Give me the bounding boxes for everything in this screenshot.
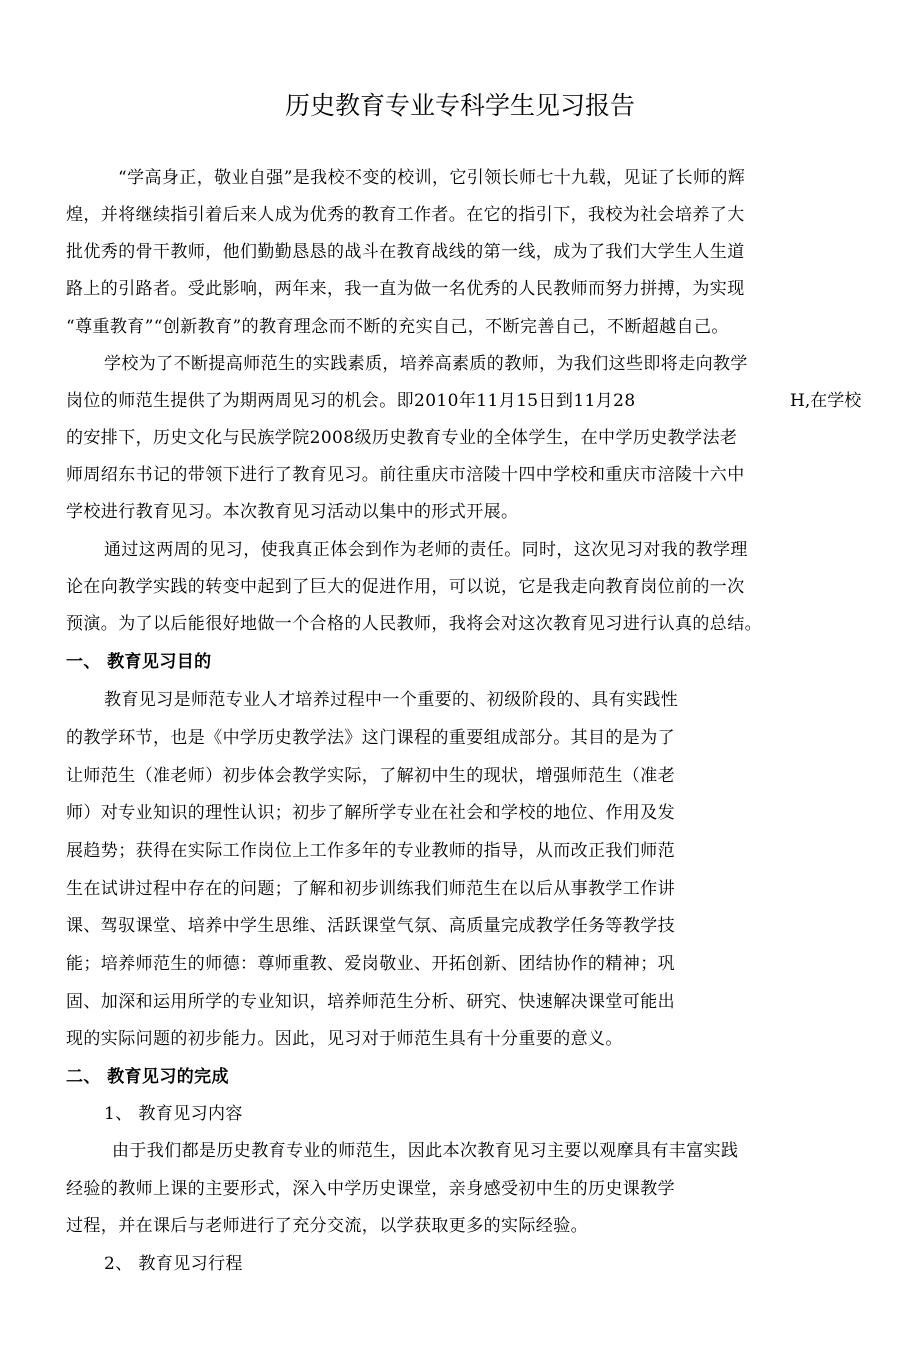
intro-p1-line: “学高身正，敬业自强”是我校不变的校训，它引领长师七十九载，见证了长师的辉	[118, 168, 746, 188]
subsection-heading: 1、 教育见习内容	[104, 1104, 243, 1124]
intro-p2-line: 的安排下，历史文化与民族学院2008级历史教育专业的全体学生，在中学历史教学法老	[66, 428, 738, 448]
intro-p2-line: 师周绍东书记的带领下进行了教育见习。前往重庆市涪陵十四中学校和重庆市涪陵十六中	[66, 465, 745, 485]
section1-line: 让师范生（准老师）初步体会教学实际，了解初中生的现状，增强师范生（准老	[66, 766, 675, 786]
intro-p1-line: 路上的引路者。受此影响，两年来，我一直为做一名优秀的人民教师而努力拼搏，为实现	[66, 279, 745, 299]
section1-line: 生在试讲过程中存在的问题；了解和初步训练我们师范生在以后从事教学工作讲	[66, 879, 675, 899]
intro-p2-line: 学校为了不断提高师范生的实践素质，培养高素质的教师，为我们这些即将走向教学	[104, 354, 748, 374]
intro-p1-line: “尊重教育”“创新教育”的教育理念而不断的充实自己，不断完善自己，不断超越自己。	[66, 317, 729, 337]
subsection-heading: 2、 教育见习行程	[104, 1254, 243, 1274]
section-heading: 一、 教育见习目的	[66, 652, 212, 672]
section-heading: 二、 教育见习的完成	[66, 1067, 229, 1087]
section1-line: 能；培养师范生的师德：尊师重教、爱岗敬业、开拓创新、团结协作的精神；巩	[66, 954, 675, 974]
section1-line: 教育见习是师范专业人才培养过程中一个重要的、初级阶段的、具有实践性	[104, 690, 679, 710]
intro-p2-line-right: H,在学校	[790, 391, 862, 411]
intro-p1-line: 煌，并将继续指引着后来人成为优秀的教育工作者。在它的指引下，我校为社会培养了大	[66, 205, 745, 225]
section2-line: 过程，并在课后与老师进行了充分交流，以学获取更多的实际经验。	[66, 1216, 588, 1236]
intro-p3-line: 预演。为了以后能很好地做一个合格的人民教师，我将会对这次教育见习进行认真的总结。	[66, 614, 762, 634]
intro-p2-line: 学校进行教育见习。本次教育见习活动以集中的形式开展。	[66, 502, 519, 522]
intro-p3-line: 论在向教学实践的转变中起到了巨大的促进作用，可以说，它是我走向教育岗位前的一次	[66, 577, 745, 597]
section2-line: 经验的教师上课的主要形式，深入中学历史课堂，亲身感受初中生的历史课教学	[66, 1179, 675, 1199]
section1-line: 固、加深和运用所学的专业知识，培养师范生分析、研究、快速解决课堂可能出	[66, 992, 675, 1012]
intro-p3-line: 通过这两周的见习，使我真正体会到作为老师的责任。同时，这次见习对我的教学理	[104, 540, 748, 560]
section2-line: 由于我们都是历史教育专业的师范生，因此本次教育见习主要以观摩具有丰富实践	[112, 1141, 739, 1161]
intro-p2-line-left: 岗位的师范生提供了为期两周见习的机会。即2010年11月15日到11月28	[66, 391, 636, 411]
section1-line: 展趋势；获得在实际工作岗位上工作多年的专业教师的指导，从而改正我们师范	[66, 841, 675, 861]
section1-line: 现的实际问题的初步能力。因此，见习对于师范生具有十分重要的意义。	[66, 1029, 623, 1049]
section1-line: 课、驾驭课堂、培养中学生思维、活跃课堂气氛、高质量完成教学任务等教学技	[66, 916, 675, 936]
section1-line: 师）对专业知识的理性认识；初步了解所学专业在社会和学校的地位、作用及发	[66, 803, 675, 823]
section1-line: 的教学环节，也是《中学历史教学法》这门课程的重要组成部分。其目的是为了	[66, 728, 675, 748]
document-title: 历史教育专业专科学生见习报告	[284, 91, 635, 120]
intro-p1-line: 批优秀的骨干教师，他们勤勤恳恳的战斗在教育战线的第一线，成为了我们大学生人生道	[66, 242, 745, 262]
